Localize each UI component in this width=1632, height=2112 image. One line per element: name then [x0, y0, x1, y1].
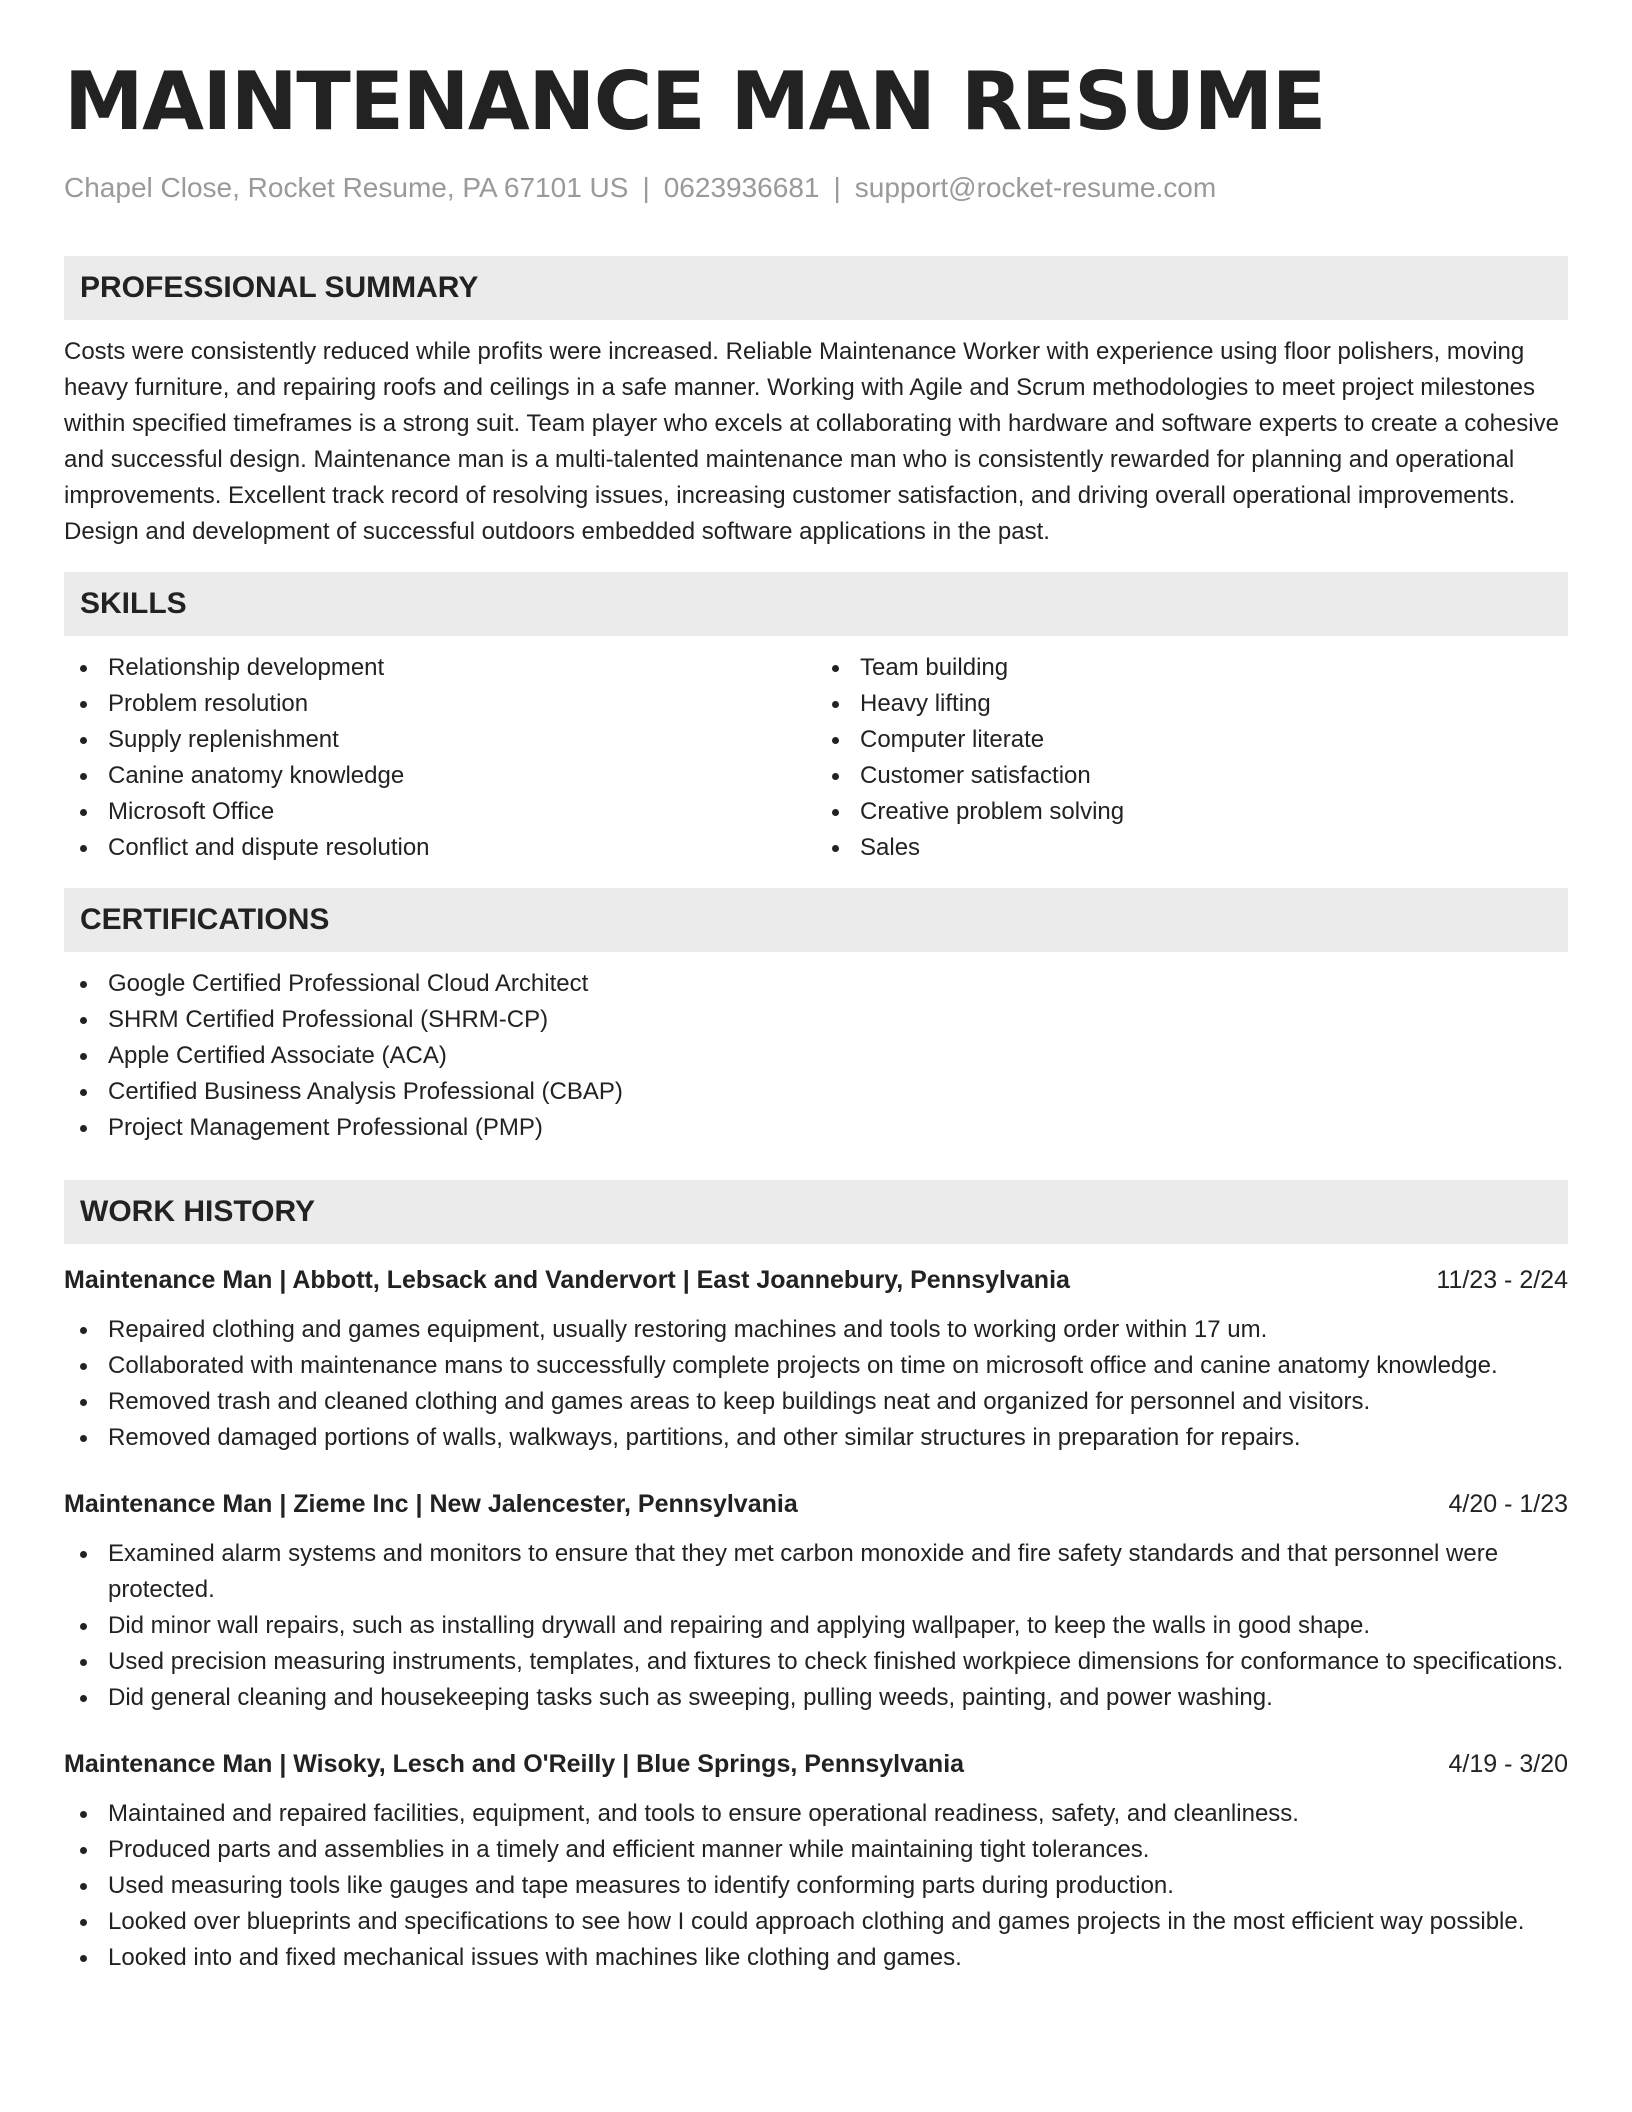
certification-item: Apple Certified Associate (ACA): [64, 1038, 1568, 1074]
skill-item: Canine anatomy knowledge: [64, 758, 816, 794]
resume-title: MAINTENANCE MAN RESUME: [64, 55, 1325, 148]
certifications-section: [64, 888, 1568, 1146]
skill-item: Heavy lifting: [816, 686, 1568, 722]
skill-item: Supply replenishment: [64, 722, 816, 758]
job-dates: 4/20 - 1/23: [1448, 1490, 1568, 1518]
job-bullet: Did minor wall repairs, such as installing drywall and repairing and applying wallpaper, to keep the walls in good shape.: [64, 1608, 1568, 1644]
job-bullet: Maintained and repaired facilities, equipment, and tools to ensure operational readiness, safety, and cleanliness.: [64, 1796, 1568, 1832]
skills-grid: [64, 650, 1568, 866]
job-entry: [64, 1262, 1568, 1456]
contact-address: Chapel Close, Rocket Resume, PA 67101 US: [64, 172, 629, 203]
certification-item: Project Management Professional (PMP): [64, 1110, 1568, 1146]
job-title: Maintenance Man | Abbott, Lebsack and Vandervort | East Joannebury, Pennsylvania: [64, 1266, 1070, 1294]
job-entry: [64, 1486, 1568, 1716]
certification-item: Google Certified Professional Cloud Architect: [64, 966, 1568, 1002]
skill-item: Problem resolution: [64, 686, 816, 722]
job-bullet: Examined alarm systems and monitors to ensure that they met carbon monoxide and fire safety standards and that personnel were protected.: [64, 1536, 1568, 1608]
job-bullet: Removed damaged portions of walls, walkways, partitions, and other similar structures in preparation for repairs.: [64, 1420, 1568, 1456]
job-dates: 11/23 - 2/24: [1436, 1266, 1568, 1294]
work-history-section: [64, 1180, 1568, 1976]
skills-section: [64, 572, 1568, 866]
certification-item: SHRM Certified Professional (SHRM-CP): [64, 1002, 1568, 1038]
job-bullet: Looked into and fixed mechanical issues with machines like clothing and games.: [64, 1940, 1568, 1976]
summary-text: Costs were consistently reduced while profits were increased. Reliable Maintenance Worker with experience using floor polishers, moving heavy furniture, and repairing roofs and ceilings in a safe manner. Working with Agile and Scrum methodologies to meet project milestones within specified timeframes is a strong suit. Team player who excels at collaborating with hardware and software experts to create a cohesive and successful design. Maintenance man is a multi-talented maintenance man who is consistently rewarded for planning and operational improvements. Excellent track record of resolving issues, increasing customer satisfaction, and driving overall operational improvements. Design and development of successful outdoors embedded software applications in the past.: [64, 338, 1559, 545]
skill-item: Sales: [816, 830, 1568, 866]
job-bullet: Did general cleaning and housekeeping tasks such as sweeping, pulling weeds, painting, and power washing.: [64, 1680, 1568, 1716]
skill-item: Team building: [816, 650, 1568, 686]
certifications-heading: CERTIFICATIONS: [64, 888, 1568, 952]
skills-column-right: [816, 650, 1568, 866]
job-bullet: Collaborated with maintenance mans to successfully complete projects on time on microsoft office and canine anatomy knowledge.: [64, 1348, 1568, 1384]
skill-item: Conflict and dispute resolution: [64, 830, 816, 866]
job-bullet: Removed trash and cleaned clothing and games areas to keep buildings neat and organized for personnel and visitors.: [64, 1384, 1568, 1420]
job-header: [64, 1746, 1568, 1782]
skill-item: Computer literate: [816, 722, 1568, 758]
contact-phone: 0623936681: [663, 172, 820, 203]
skills-column-left: [64, 650, 816, 866]
job-bullet: Used measuring tools like gauges and tape measures to identify conforming parts during production.: [64, 1868, 1568, 1904]
job-dates: 4/19 - 3/20: [1448, 1750, 1568, 1778]
job-bullet: Repaired clothing and games equipment, usually restoring machines and tools to working order within 17 um.: [64, 1312, 1568, 1348]
skill-item: Microsoft Office: [64, 794, 816, 830]
skill-item: Relationship development: [64, 650, 816, 686]
contact-line: [64, 170, 1568, 206]
job-header: [64, 1486, 1568, 1522]
work-history-heading: WORK HISTORY: [64, 1180, 1568, 1244]
job-title: Maintenance Man | Zieme Inc | New Jalencester, Pennsylvania: [64, 1490, 798, 1518]
job-header: [64, 1262, 1568, 1298]
skills-heading: SKILLS: [64, 572, 1568, 636]
job-title: Maintenance Man | Wisoky, Lesch and O'Reilly | Blue Springs, Pennsylvania: [64, 1750, 965, 1778]
summary-heading: PROFESSIONAL SUMMARY: [64, 256, 1568, 320]
job-entry: [64, 1746, 1568, 1976]
skill-item: Creative problem solving: [816, 794, 1568, 830]
contact-separator: |: [833, 172, 841, 203]
job-bullet: Looked over blueprints and specifications to see how I could approach clothing and games projects in the most efficient way possible.: [64, 1904, 1568, 1940]
certification-item: Certified Business Analysis Professional (CBAP): [64, 1074, 1568, 1110]
contact-separator: |: [642, 172, 650, 203]
contact-email: support@rocket-resume.com: [854, 172, 1217, 203]
job-bullet: Produced parts and assemblies in a timely and efficient manner while maintaining tight tolerances.: [64, 1832, 1568, 1868]
summary-section: [64, 256, 1568, 550]
skill-item: Customer satisfaction: [816, 758, 1568, 794]
job-bullet: Used precision measuring instruments, templates, and fixtures to check finished workpiece dimensions for conformance to specifications.: [64, 1644, 1568, 1680]
